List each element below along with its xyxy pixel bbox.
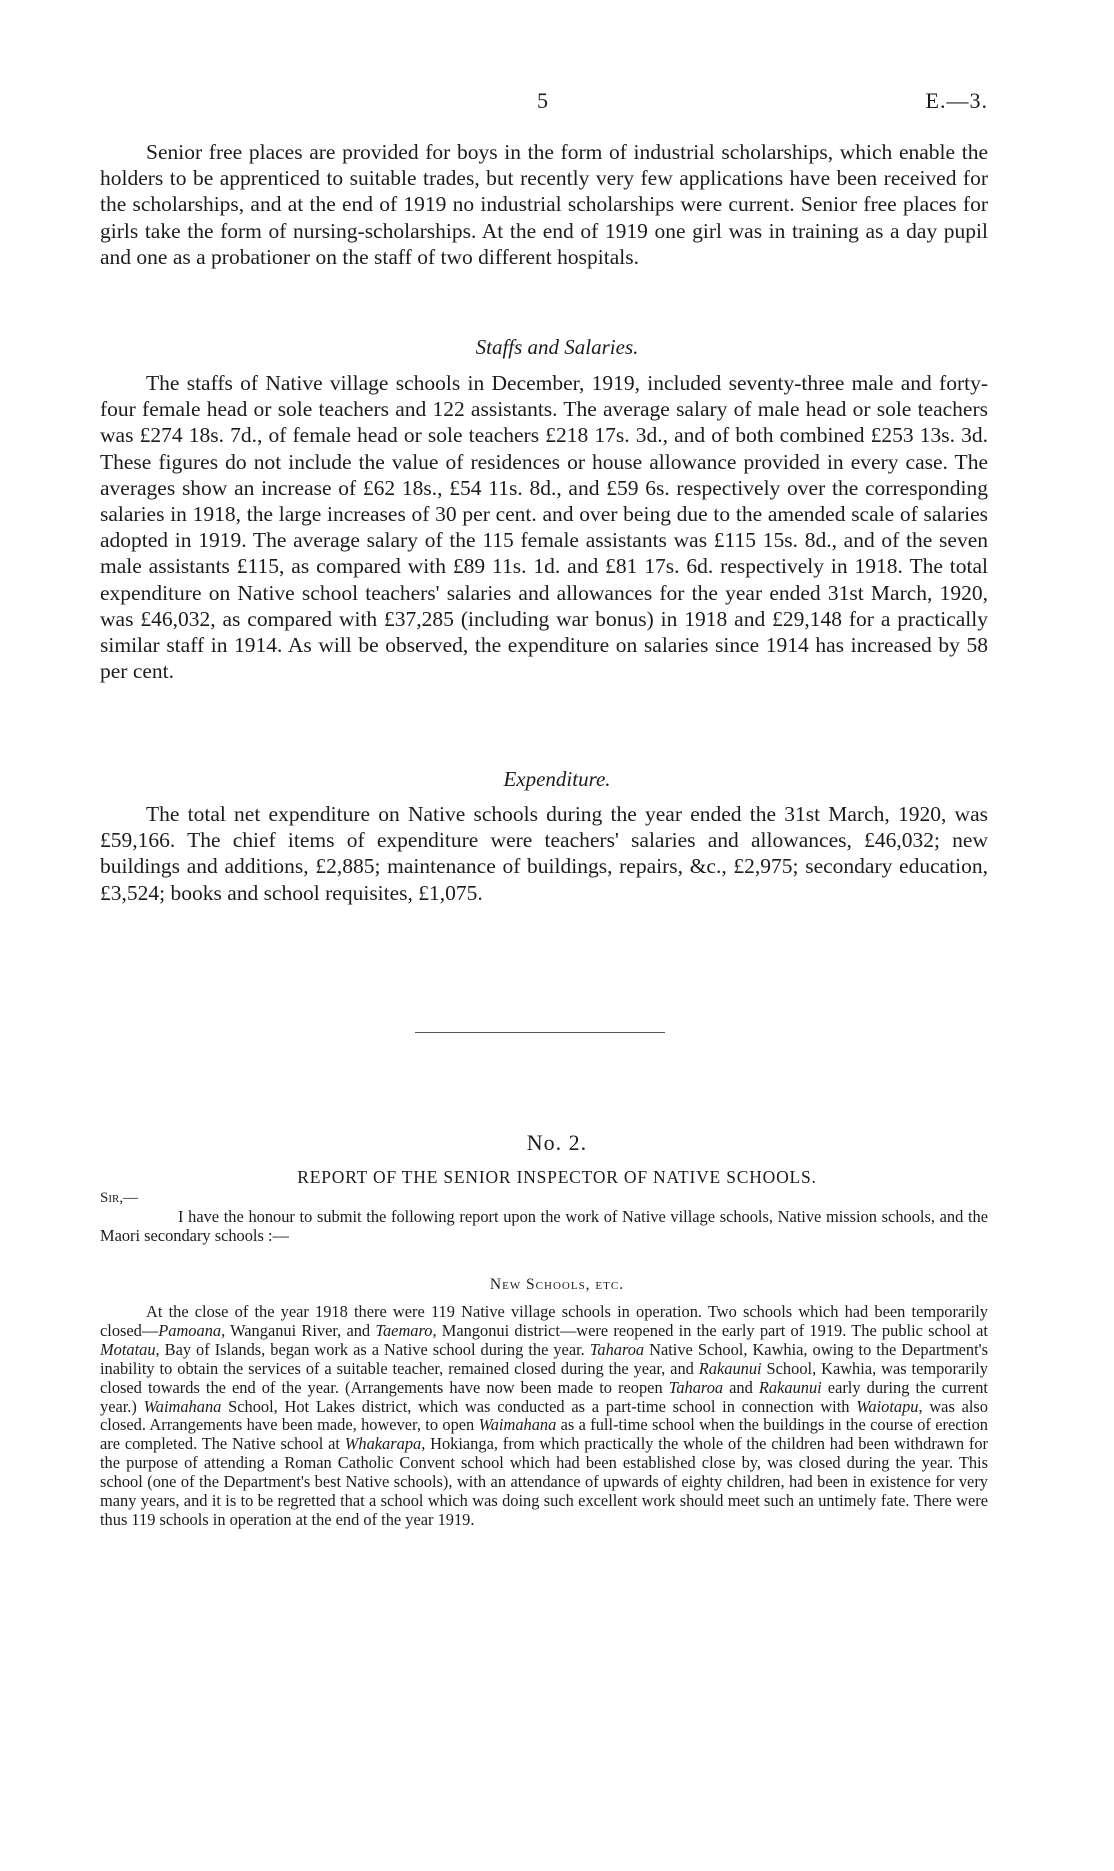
expenditure-heading: Expenditure. xyxy=(503,767,611,791)
section-divider xyxy=(415,1032,665,1033)
school-name-taharoa: Taharoa xyxy=(589,1339,645,1359)
school-name-waimahana: Waimahana xyxy=(143,1396,222,1416)
text-run: , was also closed. Arrangements have been made, however, to open xyxy=(100,1396,989,1435)
text-run: Native School, Kawhia, owing to the Department's inability to obtain the services of a suitable teacher, remained closed during the year, and xyxy=(100,1339,989,1378)
school-name-waiotapu: Waiotapu xyxy=(856,1396,919,1416)
school-name-rakaunui: Rakaunui xyxy=(698,1358,762,1378)
staffs-section xyxy=(100,370,988,684)
text-run: , Hokianga, from which practically the whole of the children had been withdrawn for the purpose of attending a Roman Catholic Convent school which had been established close by, was closed during the year. This school (one of the Department's best Native schools), with an attendance of upwards of eighty children, had been in existence for very many years, and it is to be regretted that a school which was doing such excellent work should meet such an untimely fate. There were thus 119 schools in operation at the end of the year 1919. xyxy=(100,1434,989,1529)
staffs-heading: Staffs and Salaries. xyxy=(475,335,639,359)
school-name-whakarapa: Whakarapa xyxy=(344,1434,422,1454)
text-run: , Wanganui River, and xyxy=(221,1320,376,1340)
school-name-rakaunui: Rakaunui xyxy=(758,1377,822,1397)
school-name-motatau: Motatau xyxy=(100,1339,156,1359)
text-run: At the close of the year 1918 there were 119 Native village schools in operation. Two schools which had been temporarily closed— xyxy=(100,1302,988,1340)
report-opening: I have the honour to submit the following report upon the work of Native village schools, Native mission schools, and the Maori secondary schools :— xyxy=(100,1207,988,1245)
intro-section xyxy=(100,139,988,270)
staffs-paragraph: The staffs of Native village schools in December, 1919, included seventy-three male and forty-four female head or sole teachers and 122 assistants. The average salary of male head or sole teachers was £274 18s. 7d., of female head or sole teachers £218 17s. 3d., and of both combined £253 13s. 3d. These figures do not include the value of residences or house allowance provided in every case. The averages show an increase of £62 18s., £54 11s. 8d., and £59 6s. respectively over the corresponding salaries in 1918, the large increases of 30 per cent. and over being due to the amended scale of salaries adopted in 1919. The average salary of the 115 female assistants was £115 15s. 8d., and of the seven male assistants £115, as compared with £89 11s. 1d. and £81 17s. 6d. respectively in 1918. The total expenditure on Native school teachers' salaries and allowances for the year ended 31st March, 1920, was £46,032, as compared with £37,285 (including war bonus) in 1918 and £29,148 for a practically similar staff in 1914. As will be observed, the expenditure on salaries since 1914 has increased by 58 per cent. xyxy=(100,371,988,684)
new-schools-section xyxy=(100,1303,988,1530)
page-header xyxy=(0,88,1114,118)
school-name-taharoa: Taharoa xyxy=(668,1377,724,1397)
text-run: and xyxy=(723,1377,759,1397)
salutation: Sir,— xyxy=(100,1190,139,1206)
report-number: No. 2. xyxy=(526,1130,588,1155)
school-name-pamoana: Pamoana xyxy=(158,1320,222,1340)
new-schools-heading: New Schools, etc. xyxy=(489,1276,625,1293)
text-run: School, Kawhia, was temporarily closed towards the end of the year. (Arrangements have now been made to reopen xyxy=(100,1358,988,1397)
text-run: School, Hot Lakes district, which was conducted as a part-time school in connection with xyxy=(221,1396,857,1416)
text-run: early during the current year.) xyxy=(100,1377,988,1416)
text-run: as a full-time school when the buildings in the course of erection are completed. The Native school at xyxy=(100,1415,988,1454)
page-number: 5 xyxy=(537,88,548,113)
text-run: , Bay of Islands, began work as a Native school during the year. xyxy=(155,1339,590,1359)
text-run: , Mangonui district—were reopened in the early part of 1919. The public school at xyxy=(432,1320,988,1340)
school-name-taemaro: Taemaro xyxy=(375,1320,433,1340)
school-name-waimahana: Waimahana xyxy=(478,1415,557,1435)
report-opening-section xyxy=(100,1208,988,1246)
report-title: REPORT OF THE SENIOR INSPECTOR OF NATIVE SCHOOLS. xyxy=(297,1167,817,1187)
intro-paragraph: Senior free places are provided for boys in the form of industrial scholarships, which enable the holders to be apprenticed to suitable trades, but recently very few applications have been received for the scholarships, and at the end of 1919 no industrial scholarships were current. Senior free places for girls take the form of nursing-scholarships. At the end of 1919 one girl was in training as a day pupil and one as a probationer on the staff of two different hospitals. xyxy=(100,140,988,269)
new-schools-paragraph xyxy=(100,1303,988,1530)
expenditure-section xyxy=(100,801,988,906)
section-code: E.—3. xyxy=(925,88,988,113)
expenditure-paragraph: The total net expenditure on Native schools during the year ended the 31st March, 1920, was £59,166. The chief items of expenditure were teachers' salaries and allowances, £46,032; new buildings and additions, £2,885; maintenance of buildings, repairs, &c., £2,975; secondary education, £3,524; books and school requisites, £1,075. xyxy=(100,802,988,905)
